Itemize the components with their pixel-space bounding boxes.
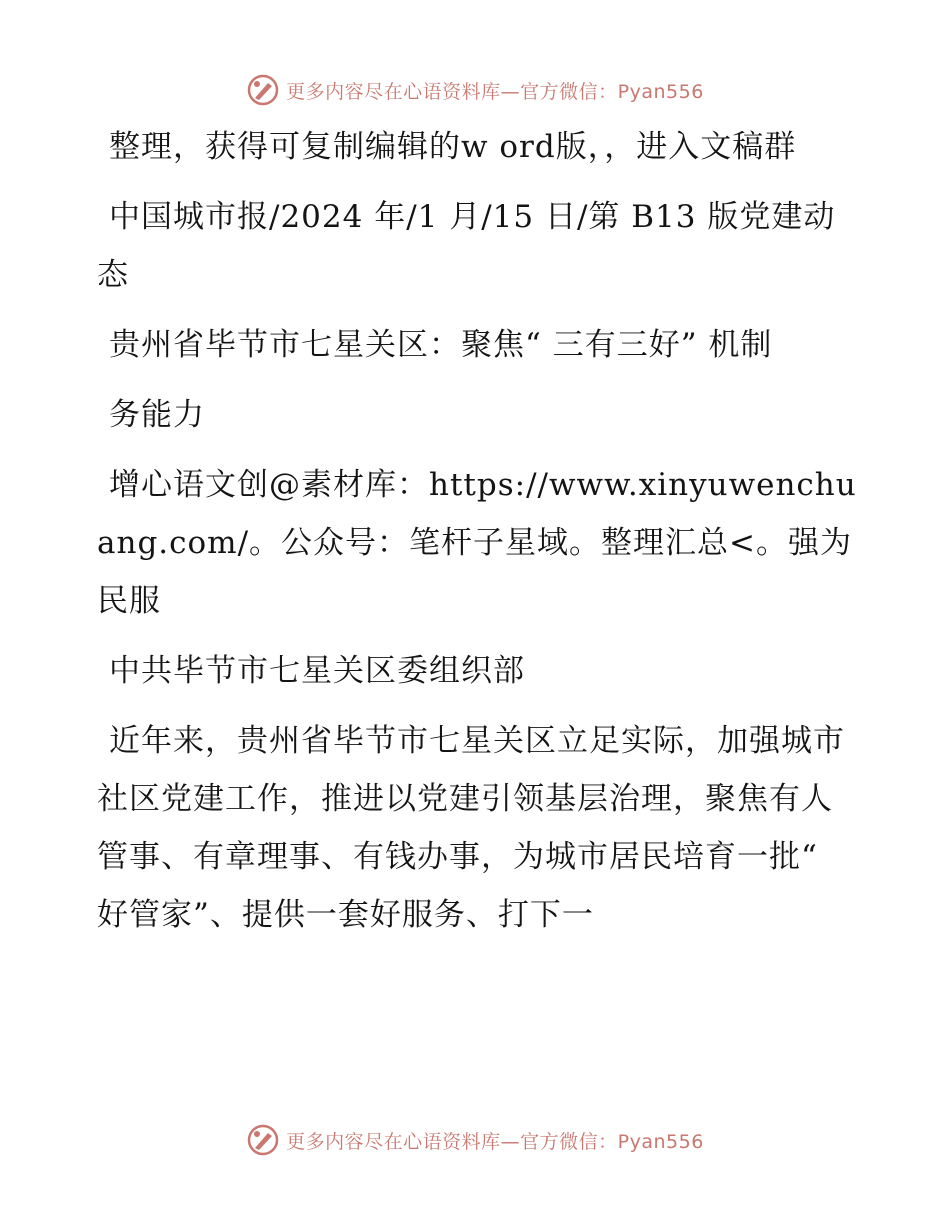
paragraph-7: 近年来，贵州省毕节市七星关区立足实际，加强城市社区党建工作，推进以党建引领基层治理，聚焦有人管事、有章理事、有钱办事，为城市居民培育一批“ 好管家”、提供一套好服务、打下一 xyxy=(97,723,845,933)
paragraph-2: 中国城市报/2024 年/1 月/15 日/第 B13 版党建动态 xyxy=(97,199,836,293)
pen-circle-logo-icon xyxy=(246,73,280,107)
document-body xyxy=(97,118,857,956)
footer-watermark xyxy=(0,1120,950,1160)
paragraph-5: 增心语文创@素材库：https://www.xinyuwenchuang.com/。公众号：笔杆子星域。整理汇总<。强为民服 xyxy=(97,467,857,619)
watermark-text: 更多内容尽在心语资料库—官方微信：Pyan556 xyxy=(286,80,704,103)
header-watermark xyxy=(0,70,950,110)
paragraph-6: 中共毕节市七星关区委组织部 xyxy=(109,653,525,689)
paragraph-3: 贵州省毕节市七星关区：聚焦“ 三有三好” 机制 xyxy=(109,327,773,363)
watermark-text: 更多内容尽在心语资料库—官方微信：Pyan556 xyxy=(286,1130,704,1153)
paragraph-1: 整理，获得可复制编辑的w ord版，，进入文稿群 xyxy=(109,129,797,165)
pen-circle-logo-icon xyxy=(246,1123,280,1157)
paragraph-4: 务能力 xyxy=(109,397,205,433)
